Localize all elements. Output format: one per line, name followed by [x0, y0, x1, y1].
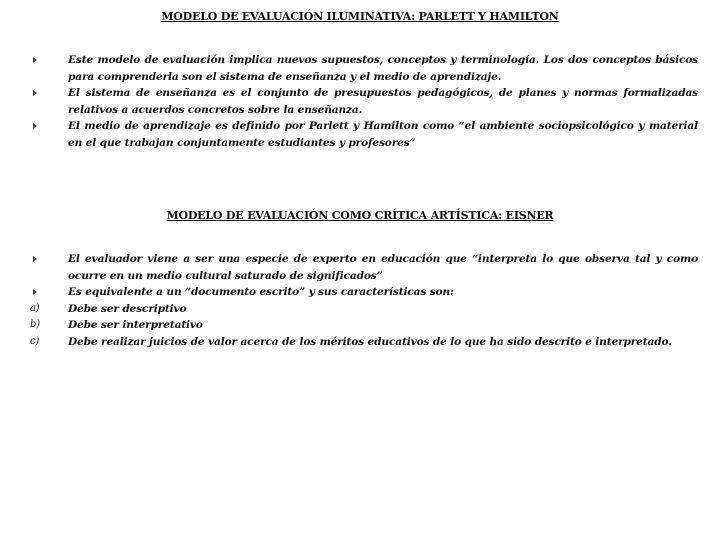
list-item-text: Debe realizar juicios de valor acerca de los méritos educativos de lo que ha sido descrito e interpretado. [68, 335, 672, 348]
list-item-text: El sistema de enseñanza es el conjunto de presupuestos pedagógicos, de planes y normas formalizadas relativos a acuerdos concretos sobre la enseñanza. [68, 87, 698, 116]
triangle-right-icon [33, 289, 37, 295]
list-marker: a) [30, 302, 40, 314]
list-item-text: Debe ser interpretativo [68, 319, 203, 331]
list-item [0, 118, 720, 151]
list-item [0, 251, 720, 284]
section-1-list [0, 52, 720, 151]
list-item-text: Este modelo de evaluación implica nuevos supuestos, conceptos y terminología. Los dos conceptos básicos para comprenderla son el sistema de enseñanza y el medio de aprendizaje. [68, 54, 698, 83]
triangle-right-icon [33, 90, 37, 96]
list-item [0, 317, 720, 334]
list-marker: c) [30, 335, 40, 347]
triangle-right-icon [33, 57, 37, 63]
list-item [0, 301, 720, 318]
list-item-text: Debe ser descriptivo [68, 302, 187, 315]
list-item-text: El medio de aprendizaje es definido por Parlett y Hamilton como “el ambiente sociopsicológico y material en el que trabajan conjuntamente estudiantes y profesores” [68, 120, 698, 149]
triangle-right-icon [33, 123, 37, 129]
list-item [0, 52, 720, 85]
section-1-title: MODELO DE EVALUACIÓN ILUMINATIVA: PARLETT Y HAMILTON [161, 10, 559, 23]
list-marker: b) [30, 319, 41, 330]
list-item-text: Es equivalente a un “documento escrito” y sus características son: [68, 286, 454, 298]
triangle-right-icon [33, 256, 37, 262]
list-item [0, 284, 720, 301]
list-item [0, 334, 720, 351]
list-item [0, 85, 720, 118]
list-item-text: El evaluador viene a ser una especie de experto en educación que “interpreta lo que observa tal y como ocurre en un medio cultural saturado de significados” [68, 253, 698, 282]
section-2-list [0, 251, 720, 350]
section-2-title: MODELO DE EVALUACIÓN COMO CRÍTICA ARTÍSTICA: EISNER [166, 209, 554, 222]
